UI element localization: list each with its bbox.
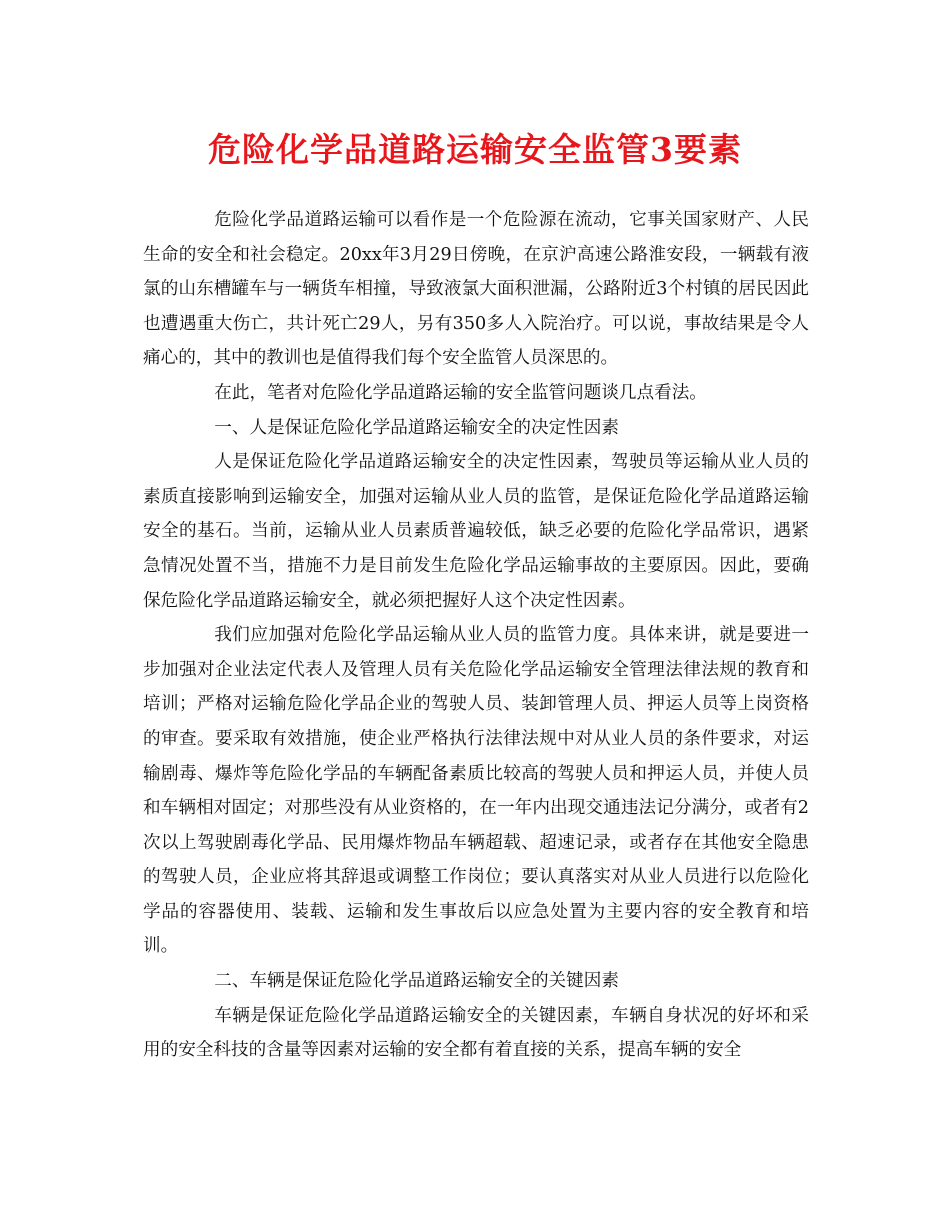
section-heading-1: 一、人是保证危险化学品道路运输安全的决定性因素 bbox=[214, 417, 619, 438]
document-body bbox=[143, 203, 809, 1068]
section-heading-2: 二、车辆是保证危险化学品道路运输安全的关键因素 bbox=[214, 971, 619, 992]
page-title: 危险化学品道路运输安全监管3要素 bbox=[208, 130, 742, 169]
paragraph-people-supervision: 我们应加强对危险化学品运输从业人员的监管力度。具体来讲，就是要进一步加强对企业法定代表人及管理人员有关危险化学品运输安全管理法律法规的教育和培训；严格对运输危险化学品企业的驾驶人员、装卸管理人员、押运人员等上岗资格的审查。要采取有效措施，使企业严格执行法律法规中对从业人员的条件要求，对运输剧毒、爆炸等危险化学品的车辆配备素质比较高的驾驶人员和押运人员，并使人员和车辆相对固定；对那些没有从业资格的，在一年内出现交通违法记分满分，或者有2次以上驾驶剧毒化学品、民用爆炸物品车辆超载、超速记录，或者存在其他安全隐患的驾驶人员，企业应将其辞退或调整工作岗位；要认真落实对从业人员进行以危险化学品的容器使用、装载、运输和发生事故后以应急处置为主要内容的安全教育和培训。 bbox=[143, 625, 809, 957]
paragraph-opinion: 在此，笔者对危险化学品道路运输的安全监管问题谈几点看法。 bbox=[214, 382, 707, 403]
paragraph-people-factor: 人是保证危险化学品道路运输安全的决定性因素，驾驶员等运输从业人员的素质直接影响到运输安全，加强对运输从业人员的监管，是保证危险化学品道路运输安全的基石。当前，运输从业人员素质普遍较低，缺乏必要的危险化学品常识，遇紧急情况处置不当，措施不力是目前发生危险化学品运输事故的主要原因。因此，要确保危险化学品道路运输安全，就必须把握好人这个决定性因素。 bbox=[143, 452, 809, 611]
paragraph-vehicle-factor: 车辆是保证危险化学品道路运输安全的关键因素，车辆自身状况的好坏和采用的安全科技的含量等因素对运输的安全都有着直接的关系，提高车辆的安全 bbox=[143, 1005, 809, 1061]
paragraph-intro: 危险化学品道路运输可以看作是一个危险源在流动，它事关国家财产、人民生命的安全和社会稳定。20xx年3月29日傍晚，在京沪高速公路淮安段，一辆载有液氯的山东槽罐车与一辆货车相撞，导致液氯大面积泄漏，公路附近3个村镇的居民因此也遭遇重大伤亡，共计死亡29人，另有350多人入院治疗。可以说，事故结果是令人痛心的，其中的教训也是值得我们每个安全监管人员深思的。 bbox=[143, 210, 809, 369]
